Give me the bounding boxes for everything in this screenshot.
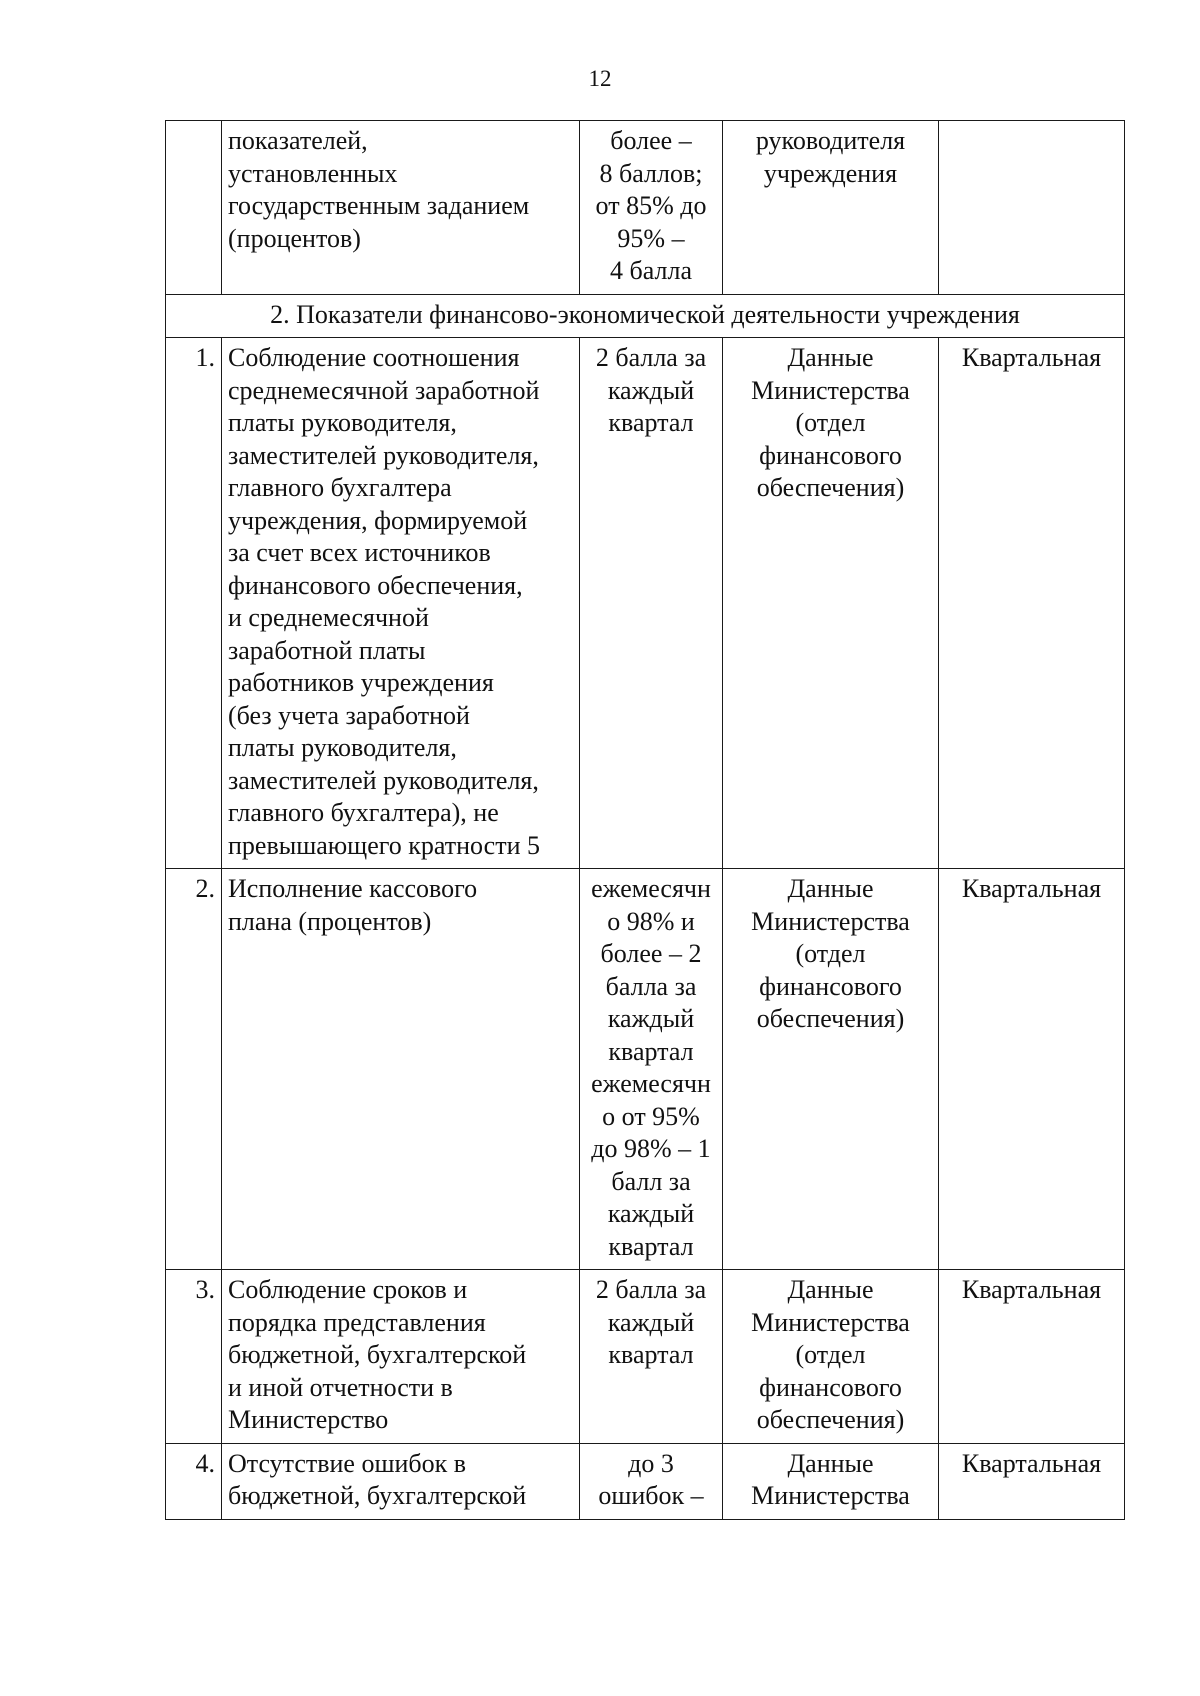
text-line: и среднемесячной bbox=[228, 603, 429, 632]
text-line: балла за bbox=[605, 971, 697, 1001]
table-row bbox=[166, 121, 1125, 295]
text-line: Министерства bbox=[751, 1481, 910, 1510]
text-line: превышающего кратности 5 bbox=[228, 830, 540, 860]
cell-data-source bbox=[723, 869, 939, 1270]
cell-score bbox=[580, 338, 723, 869]
text-line: обеспечения) bbox=[756, 1405, 905, 1434]
text-line: и иной отчетности в bbox=[228, 1372, 453, 1402]
text-line: (без учета заработной bbox=[228, 700, 470, 730]
cell-score bbox=[580, 1443, 723, 1519]
table-row bbox=[166, 1270, 1125, 1444]
text-line: ежемесячн bbox=[591, 1069, 711, 1098]
page-number: 12 bbox=[588, 66, 612, 91]
cell-periodicity: Квартальная bbox=[939, 869, 1125, 1270]
text-line: квартал bbox=[608, 408, 694, 437]
text-line: 8 баллов; bbox=[599, 158, 703, 188]
text-line: 95% – bbox=[617, 223, 685, 253]
text-line: бюджетной, бухгалтерской bbox=[228, 1340, 527, 1369]
text-line: государственным заданием bbox=[228, 191, 530, 220]
cell-indicator-name bbox=[222, 869, 580, 1270]
text-line: финансового bbox=[759, 971, 902, 1001]
cell-number: 3. bbox=[166, 1270, 222, 1444]
cell-periodicity: Квартальная bbox=[939, 338, 1125, 869]
text-line: главного бухгалтера bbox=[228, 473, 452, 502]
text-line: квартал bbox=[608, 1340, 694, 1369]
text-line: Министерства bbox=[751, 375, 910, 405]
text-line: Министерство bbox=[228, 1405, 389, 1434]
text-line: Исполнение кассового bbox=[228, 874, 478, 903]
cell-periodicity bbox=[939, 121, 1125, 295]
text-line: 4 балла bbox=[610, 256, 692, 285]
text-line: за счет всех источников bbox=[228, 538, 491, 567]
cell-number: 4. bbox=[166, 1443, 222, 1519]
text-line: квартал bbox=[608, 1036, 694, 1066]
text-line: каждый bbox=[607, 375, 695, 405]
text-line: (отдел bbox=[795, 939, 866, 968]
table-row bbox=[166, 869, 1125, 1270]
text-line: показателей, bbox=[228, 126, 368, 155]
text-line: плана (процентов) bbox=[228, 906, 432, 936]
text-line: (отдел bbox=[795, 1340, 866, 1369]
text-line: платы руководителя, bbox=[228, 408, 457, 437]
text-line: Данные bbox=[787, 343, 874, 372]
text-line: более – 2 bbox=[600, 939, 702, 968]
text-line: о 98% и bbox=[607, 906, 695, 936]
cell-data-source bbox=[723, 1443, 939, 1519]
text-line: (отдел bbox=[795, 408, 866, 437]
text-line: Министерства bbox=[751, 1307, 910, 1337]
text-line: до 3 bbox=[628, 1448, 674, 1478]
cell-number: 1. bbox=[166, 338, 222, 869]
section-header-row bbox=[166, 294, 1125, 338]
text-line: учреждения bbox=[763, 158, 898, 188]
text-line: Данные bbox=[787, 1448, 874, 1478]
text-line: Соблюдение сроков и bbox=[228, 1275, 468, 1304]
indicators-table bbox=[165, 120, 1125, 1520]
text-line: обеспечения) bbox=[756, 473, 905, 502]
text-line: каждый bbox=[607, 1307, 695, 1337]
text-line: финансового bbox=[759, 1372, 902, 1402]
cell-number: 2. bbox=[166, 869, 222, 1270]
cell-indicator-name bbox=[222, 338, 580, 869]
text-line: ошибок – bbox=[598, 1481, 704, 1510]
cell-number bbox=[166, 121, 222, 295]
text-line: о от 95% bbox=[602, 1101, 700, 1131]
text-line: балл за bbox=[611, 1166, 691, 1196]
text-line: 2 балла за bbox=[595, 343, 707, 372]
cell-periodicity: Квартальная bbox=[939, 1270, 1125, 1444]
text-line: среднемесячной заработной bbox=[228, 375, 540, 405]
text-line: заместителей руководителя, bbox=[228, 440, 539, 470]
text-line: Соблюдение соотношения bbox=[228, 343, 520, 372]
text-line: порядка представления bbox=[228, 1307, 486, 1337]
cell-data-source bbox=[723, 1270, 939, 1444]
text-line: заместителей руководителя, bbox=[228, 765, 539, 795]
text-line: заработной платы bbox=[228, 635, 426, 665]
text-line: бюджетной, бухгалтерской bbox=[228, 1481, 527, 1510]
text-line: платы руководителя, bbox=[228, 733, 457, 762]
text-line: 2 балла за bbox=[595, 1275, 707, 1304]
text-line: обеспечения) bbox=[756, 1004, 905, 1033]
table-row bbox=[166, 338, 1125, 869]
cell-data-source bbox=[723, 338, 939, 869]
cell-indicator-name bbox=[222, 121, 580, 295]
cell-score bbox=[580, 121, 723, 295]
text-line: (процентов) bbox=[228, 223, 361, 253]
text-line: каждый bbox=[607, 1004, 695, 1033]
text-line: от 85% до bbox=[595, 191, 707, 220]
text-line: более – bbox=[610, 126, 692, 155]
text-line: установленных bbox=[228, 158, 398, 188]
text-line: до 98% – 1 bbox=[591, 1134, 711, 1163]
table-row bbox=[166, 1443, 1125, 1519]
text-line: руководителя bbox=[755, 126, 906, 155]
text-line: каждый bbox=[607, 1199, 695, 1228]
text-line: финансового обеспечения, bbox=[228, 570, 523, 600]
text-line: финансового bbox=[759, 440, 902, 470]
text-line: главного бухгалтера), не bbox=[228, 798, 499, 827]
cell-score bbox=[580, 869, 723, 1270]
text-line: учреждения, формируемой bbox=[228, 505, 528, 535]
section-title: 2. Показатели финансово-экономической деятельности учреждения bbox=[166, 294, 1125, 338]
text-line: Министерства bbox=[751, 906, 910, 936]
cell-indicator-name bbox=[222, 1270, 580, 1444]
text-line: работников учреждения bbox=[228, 668, 494, 697]
text-line: ежемесячн bbox=[591, 874, 711, 903]
cell-score bbox=[580, 1270, 723, 1444]
cell-periodicity: Квартальная bbox=[939, 1443, 1125, 1519]
text-line: Данные bbox=[787, 1275, 874, 1304]
text-line: Отсутствие ошибок в bbox=[228, 1448, 467, 1478]
text-line: Данные bbox=[787, 874, 874, 903]
cell-indicator-name bbox=[222, 1443, 580, 1519]
cell-data-source bbox=[723, 121, 939, 295]
text-line: квартал bbox=[608, 1231, 694, 1261]
